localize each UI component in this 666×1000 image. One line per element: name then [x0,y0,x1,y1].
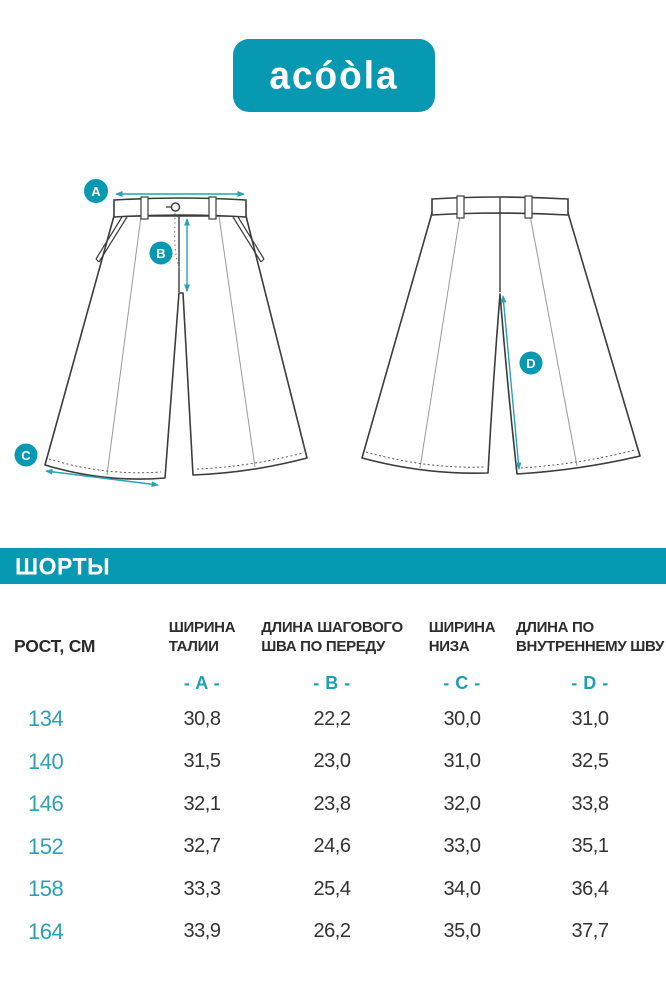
value-a: 32,7 [183,835,221,858]
table-row [0,826,666,869]
front-legs-outline [45,216,307,479]
value-b: 24,6 [313,835,351,858]
value-a: 31,5 [183,750,221,773]
back-legs-outline [362,213,640,474]
column-header-a: ШИРИНА ТАЛИИ [168,619,236,655]
size-value: 152 [28,833,64,859]
table-row [0,911,666,954]
value-c: 31,0 [443,750,481,773]
value-d: 31,0 [571,707,609,730]
button-icon [172,203,180,211]
front-belt-loop-right [209,197,216,219]
section-title: ШОРТЫ [15,551,111,580]
measure-badge-d [520,352,543,375]
shorts-back-diagram [356,170,666,510]
value-d: 32,5 [571,750,609,773]
size-value: 158 [28,876,64,902]
measure-badge-c [15,444,38,467]
front-belt-loop-left [141,197,148,219]
measure-badge-b [150,242,173,265]
value-b: 26,2 [313,920,351,943]
value-c: 32,0 [443,792,481,815]
size-table [0,609,666,953]
measure-badge-a [84,179,108,203]
back-belt-loop-right [525,196,532,218]
size-value: 146 [28,791,64,817]
value-b: 22,2 [313,707,351,730]
value-c: 34,0 [443,877,481,900]
letter-c: - C - [443,672,481,693]
back-belt-loop-left [457,196,464,218]
table-row [0,698,666,741]
table-row [0,741,666,784]
size-value: 140 [28,748,64,774]
value-c: 30,0 [443,707,481,730]
value-d: 35,1 [571,835,609,858]
badge-d-label: D [526,356,536,371]
size-value: 134 [28,706,64,732]
letter-a: - A - [183,672,221,693]
value-d: 36,4 [571,877,609,900]
section-title-bar [0,548,666,584]
table-header-row [0,609,666,656]
value-c: 33,0 [443,835,481,858]
value-a: 30,8 [183,707,221,730]
shorts-front-diagram [10,170,320,510]
table-row [0,783,666,826]
letter-b: - B - [313,672,351,693]
letter-row [0,668,666,698]
size-value: 164 [28,918,64,944]
row-header: РОСТ, СМ [14,636,96,656]
value-a: 32,1 [183,792,221,815]
badge-a-label: A [91,184,101,199]
value-b: 23,0 [313,750,351,773]
value-a: 33,9 [183,920,221,943]
brand-logo-text: acóòla [269,53,399,97]
column-header-b: ДЛИНА ШАГОВОГО ШВА ПО ПЕРЕДУ [261,619,403,655]
value-c: 35,0 [443,920,481,943]
value-b: 25,4 [313,877,351,900]
column-header-c: ШИРИНА НИЗА [428,619,496,655]
table-row [0,868,666,911]
brand-logo [233,39,435,112]
value-d: 33,8 [571,792,609,815]
letter-d: - D - [571,672,609,693]
value-d: 37,7 [571,920,609,943]
badge-c-label: C [21,448,31,463]
value-a: 33,3 [183,877,221,900]
value-b: 23,8 [313,792,351,815]
column-header-d: ДЛИНА ПО ВНУТРЕННЕМУ ШВУ [516,619,664,655]
badge-b-label: B [156,246,166,261]
